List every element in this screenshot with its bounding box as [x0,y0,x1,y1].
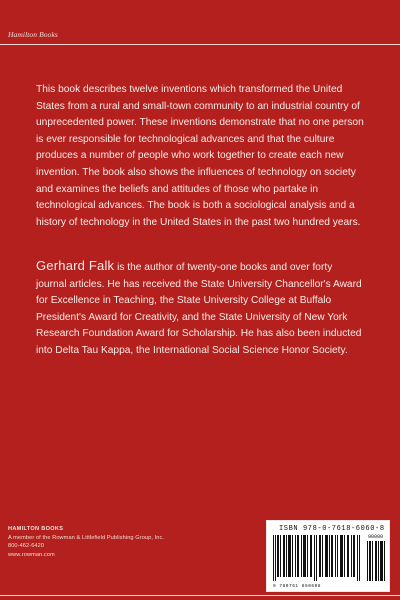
author-name: Gerhard Falk [36,258,115,273]
barcode-image [273,535,363,581]
top-rule [0,44,400,45]
publisher-phone: 800-462-6420 [8,543,45,550]
barcode-box [266,520,390,592]
publisher-info [8,525,228,559]
isbn-label: ISBN 978-0-7618-6060-8 [279,525,385,533]
barcode-digits: 9 780761 860608 [273,584,322,589]
author-bio [36,258,364,360]
bottom-rule [0,595,400,596]
price-code: 90000 [367,534,383,540]
publisher-website: www.rowman.com [8,551,55,558]
publisher-name: HAMILTON BOOKS [8,526,64,532]
author-bio-text: is the author of twenty-one books and over forty journal articles. He has received the State University Chancellor's Award for Excellence in Teaching, the State University College at Buffalo President's Award for Creativity, and the State University of New York Research Foundation Award for Scholarship. He has also been inducted into Delta Tau Kappa, the International Social Science Honor Society. [36,262,362,356]
imprint-label: Hamilton Books [8,30,58,39]
addon-barcode-image [367,541,387,581]
publisher-affiliation: A member of the Rowman & Littlefield Publishing Group, Inc. [8,534,165,541]
book-description: This book describes twelve inventions which transformed the United States from a rural and small-town community to an industrial country of unprecedented power. These inventions demonstrate that no one person is ever responsible for technological advances and that the culture produces a number of people who work together to create each new invention. The book also shows the influences of technology on society and examines the beliefs and attitudes of those who partake in technological advances. The book is both a sociological analysis and a history of technology in the United States in the past two hundred years. [36,84,364,228]
